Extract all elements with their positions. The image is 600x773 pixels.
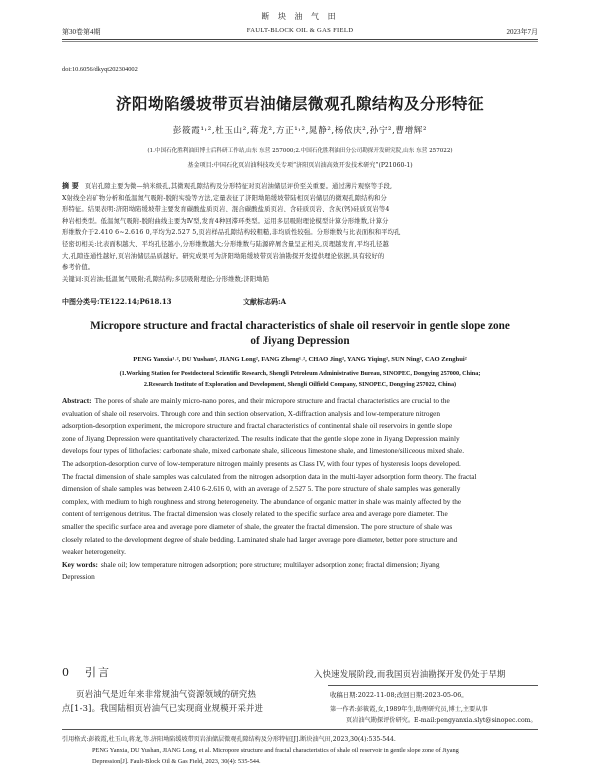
affiliation-en-line: (1.Working Station for Postdoctoral Scientific Research, Shengli Petroleum Administrative Bureau, SINOPEC, Dongying 257000, China; (119, 370, 481, 377)
abstract-en-line: develops four types of lithofacies: carbonate shale, mixed carbonate shale, siliceous limestone shale, and limestone/siliceous mixed shale. (62, 446, 465, 456)
abstract-cn-line: 径密切相关:比表面积越大、平均孔径越小,分形维数越大;分形维数与陆源碎屑含量呈正相关,页理越发育,平均孔径越 (62, 240, 389, 248)
section-heading (62, 664, 111, 680)
citation-en-line: PENG Yanxia, DU Yushan, JIANG Long, et al. Micropore structure and fractal characteristics of shale oil reservoir in gentle slope zone of Jiyang (92, 747, 459, 754)
intro-left-column (62, 687, 298, 715)
header-rule (62, 39, 538, 40)
authors-en: PENG Yanxia¹˒², DU Yushan², JIANG Long², FANG Zheng¹˒², CHAO Jing², YANG Yiqing², SUN Ning², CAO Zenghui² (133, 356, 467, 363)
abstract-cn (62, 180, 538, 285)
affiliation-cn: (1.中国石化胜利油田博士后科研工作站,山东 东营 257000;2.中国石化胜利油田分公司勘探开发研究院,山东 东营 257022) (147, 148, 453, 154)
abstract-en-line: The fractal dimension of shale samples was calculated from the nitrogen adsorption data in the multi-layer adsorption form theory. The fractal (62, 471, 477, 481)
abstract-cn-line: 大,孔隙连通性越好,页岩油储层品质越好。研究成果可为济阳坳陷缓坡带页岩油勘探开发提供理论依据,具有较好的 (62, 252, 385, 260)
volume-issue: 第30卷第4期 (62, 28, 101, 36)
keywords-en-label: Key words: (62, 559, 98, 569)
abstract-cn-line: 参考价值。 (62, 264, 95, 272)
intro-line: 点[1-3]。我国陆相页岩油气已实现商业规模开采并进 (62, 703, 264, 713)
author-note (330, 704, 540, 726)
abstract-cn-line: 页岩孔隙主要为微—纳米级孔,其微观孔隙结构及分形特征对页岩油储层评价至关重要。通过薄片观察等手段, (84, 183, 393, 190)
author-note-line: 第一作者:彭筱霞,女,1989年生,助理研究员,博士,主要从事 (330, 706, 488, 713)
abstract-en-line: zone of Jiyang Depression were quantitatively characterized. The results indicate that the gentle slope zone in Jiyang Depression mainly (62, 433, 460, 443)
keywords-en: shale oil; low temperature nitrogen adsorption; pore structure; multilayer adsorption zone; fractal dimension; Jiyang (100, 559, 440, 569)
abstract-en-line: weaker heterogeneity. (62, 547, 126, 557)
footnote-rule (328, 685, 538, 686)
abstract-en-line: The adsorption-desorption curve of low-temperature nitrogen mainly presents as Class IV, with four types of hysteresis loops developed. (62, 458, 461, 468)
abstract-en-line: adsorption-desorption experiment, the micropore structure and fractal characteristics of continental shale oil reservoirs in gentle slope (62, 421, 453, 431)
keywords-en-cont: Depression (62, 572, 95, 582)
authors-cn: 彭筱霞¹˒²,杜玉山²,蒋龙²,方正¹˒²,晁静²,杨依庆²,孙宁²,曹增辉² (172, 126, 428, 136)
received-dates: 收稿日期:2022-11-08;改回日期:2023-05-06。 (330, 691, 468, 699)
affiliation-en (0, 369, 600, 390)
abstract-en-label: Abstract: (62, 396, 92, 405)
title-en-line: Micropore structure and fractal characteristics of shale oil reservoir in gentle slope zone (90, 320, 510, 332)
title-en (0, 319, 600, 349)
abstract-en-line: smaller the specific surface area and average pore diameter of shale, the greater the fractal dimension. The pore structure of shale was (62, 521, 453, 531)
abstract-cn-label: 摘 要 (62, 181, 79, 190)
journal-title-cn: 断 块 油 气 田 (261, 12, 339, 21)
title-cn: 济阳坳陷缓坡带页岩油储层微观孔隙结构及分形特征 (115, 95, 484, 113)
fund-cn: 基金项目:中国石化页岩油科技攻关专项“济阳页岩油高效开发技术研究”(P21060-1) (187, 162, 413, 169)
document-code: 文献标志码:A (243, 297, 287, 306)
abstract-cn-line: 形特征。结果表明:济阳坳陷缓坡带主要发育碳酸盐质页岩、混合碳酸盐质页岩、含硅质页岩、含灰(钙)硅质页岩等4 (62, 206, 390, 214)
author-note-line: 页岩油气勘探评价研究。E-mail:pengyanxia.slyt@sinopec.com。 (346, 717, 537, 724)
abstract-en-line: evaluation of shale oil reservoirs. Through core and thin section observation, X-diffraction analysis and low-temperature nitrogen (62, 408, 441, 418)
abstract-en-line: dimension of shale samples was between 2.410 6-2.616 0, with an average of 2.527 5. The pore structure of shale samples was generally (62, 484, 461, 494)
abstract-cn-line: X射线全岩矿物分析和低温氮气吸附-脱附实验等方法,定量表征了济阳坳陷缓坡带陆相页岩储层的微观孔隙结构和分 (62, 194, 387, 202)
section-number: 0 (62, 666, 71, 679)
intro-right-line: 入快速发展阶段,而我国页岩油勘探开发仍处于早期 (314, 669, 506, 679)
issue-date: 2023年7月 (506, 28, 538, 36)
title-en-line: of Jiyang Depression (250, 335, 350, 347)
citation-cn: 引用格式:彭筱霞,杜玉山,蒋龙,等.济阳坳陷缓坡带页岩油储层微观孔隙结构及分形特征[J].断块油气田,2023,30(4):535-544. (62, 736, 396, 743)
citation-en (92, 746, 538, 767)
keywords-cn: 关键词:页岩油;低温氮气吸附;孔隙结构;多层吸附理论;分形维数;济阳坳陷 (62, 275, 270, 283)
journal-title-en: FAULT-BLOCK OIL & GAS FIELD (246, 27, 354, 34)
abstract-en (62, 395, 538, 584)
abstract-en-line: closely related to the development degree of shale bedding. Laminated shale had larger average pore diameter, better pore structure and (62, 534, 458, 544)
intro-line: 页岩油气是近年来非常规油气资源领域的研究热 (76, 689, 257, 699)
doi: doi:10.6056/dkyqt202304002 (62, 66, 138, 73)
abstract-en-line: complex, with medium to high roughness and strong heterogeneity. The abundance of organic matter in shale was mainly affected by the (62, 496, 462, 506)
header-rule-thin (62, 41, 538, 42)
abstract-cn-line: 种岩相类型。低温氮气吸附-脱附曲线主要为Ⅳ型,发育4种回滞环类型。运用多层吸附理论模型计算分形维数,计算分 (62, 217, 389, 225)
abstract-en-line: content of terrigenous detritus. The fractal dimension was closely related to the specific surface area and average pore diameter. The (62, 509, 448, 519)
section-title: 引言 (85, 666, 111, 679)
affiliation-en-line: 2.Research Institute of Exploration and Development, Shengli Oilfield Company, SINOPEC, Dongying 257022, China) (143, 380, 457, 388)
abstract-en-line: The pores of shale are mainly micro-nano pores, and their micropore structure and fractal characteristics are crucial to the (94, 396, 450, 405)
citation-en-line: Depression[J]. Fault-Block Oil & Gas Field, 2023, 30(4): 535-544. (92, 757, 261, 765)
abstract-cn-line: 形维数介于2.410 6~2.616 0,平均为2.527 5,页岩样品孔隙结构较粗糙,非均质性较强。分形维数与比表面积和平均孔 (62, 229, 401, 237)
citation-rule (62, 729, 538, 730)
clc-number: 中图分类号:TE122.14;P618.13 (62, 297, 172, 306)
